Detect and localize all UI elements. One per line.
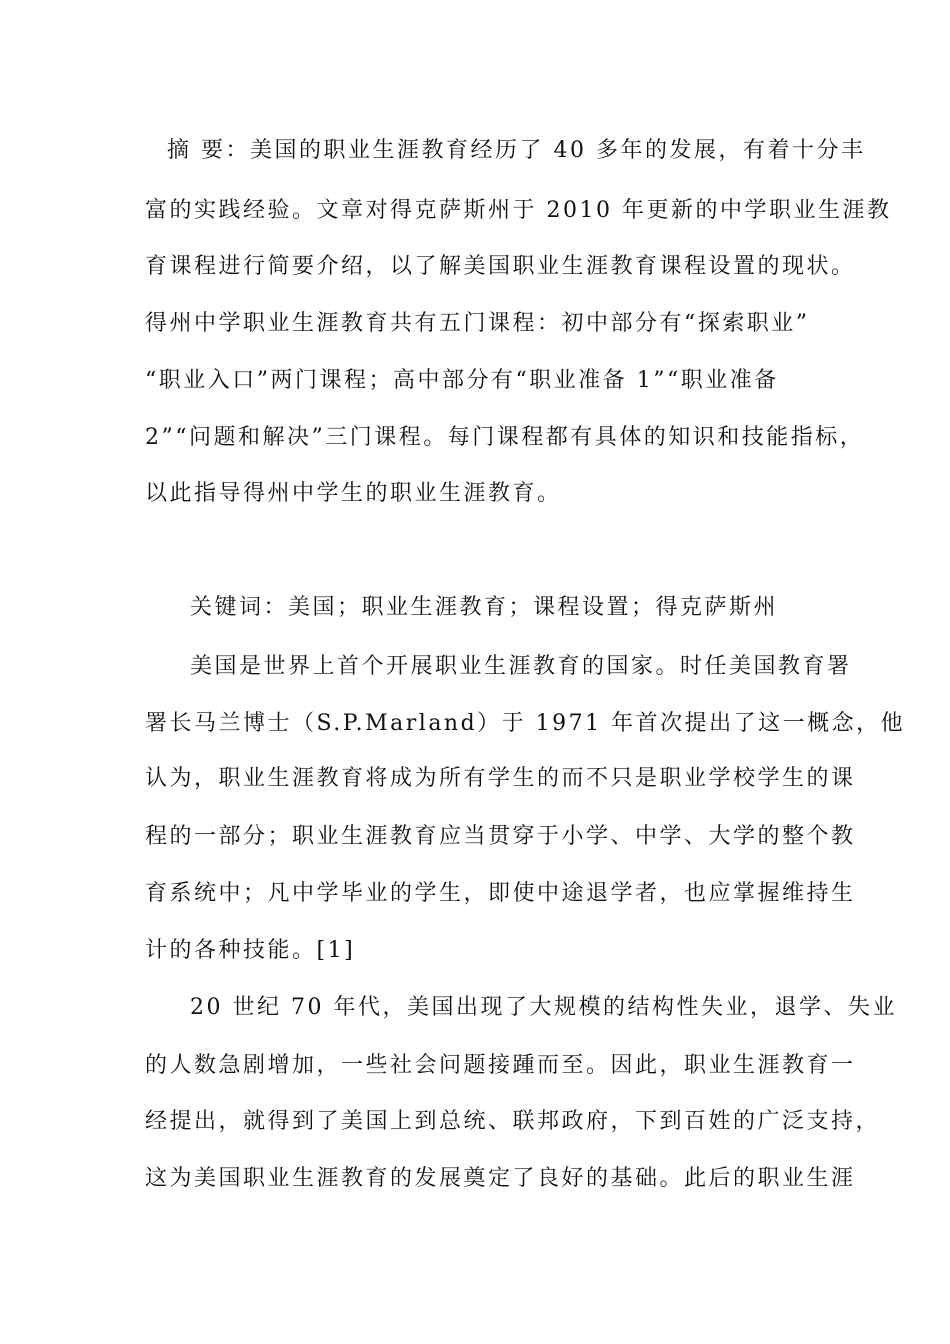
body-line: 经提出，就得到了美国上到总统、联邦政府，下到百姓的广泛支持， [145, 1109, 881, 1134]
body-line: 计的各种技能。[1] [145, 938, 356, 963]
abstract-line: 2”“问题和解决”三门课程。每门课程都有具体的知识和技能指标， [145, 425, 865, 450]
abstract-line: “职业入口”两门课程；高中部分有“职业准备 1”“职业准备 [145, 368, 779, 393]
body-line: 育系统中；凡中学毕业的学生，即使中途退学者，也应掌握维持生 [145, 881, 856, 906]
abstract-line: 得州中学职业生涯教育共有五门课程：初中部分有“探索职业” [145, 311, 810, 336]
body-line: 20 世纪 70 年代，美国出现了大规模的结构性失业，退学、失业 [190, 995, 897, 1020]
body-line: 这为美国职业生涯教育的发展奠定了良好的基础。此后的职业生涯 [145, 1166, 856, 1191]
body-line: 的人数急剧增加，一些社会问题接踵而至。因此，职业生涯教育一 [145, 1053, 856, 1078]
abstract-line: 育课程进行简要介绍，以了解美国职业生涯教育课程设置的现状。 [145, 254, 856, 279]
body-line: 认为，职业生涯教育将成为所有学生的而不只是职业学校学生的课 [145, 766, 856, 791]
body-line: 美国是世界上首个开展职业生涯教育的国家。时任美国教育署 [190, 654, 852, 679]
abstract-line: 富的实践经验。文章对得克萨斯州于 2010 年更新的中学职业生涯教 [145, 198, 892, 223]
abstract-line: 以此指导得州中学生的职业生涯教育。 [145, 481, 562, 506]
keywords-line: 关键词：美国；职业生涯教育；课程设置；得克萨斯州 [190, 595, 779, 620]
body-line: 程的一部分；职业生涯教育应当贯穿于小学、中学、大学的整个教 [145, 824, 856, 849]
abstract-line: 摘 要：美国的职业生涯教育经历了 40 多年的发展，有着十分丰 [167, 138, 866, 163]
body-line: 署长马兰博士（S.P.Marland）于 1971 年首次提出了这一概念，他 [145, 711, 906, 736]
